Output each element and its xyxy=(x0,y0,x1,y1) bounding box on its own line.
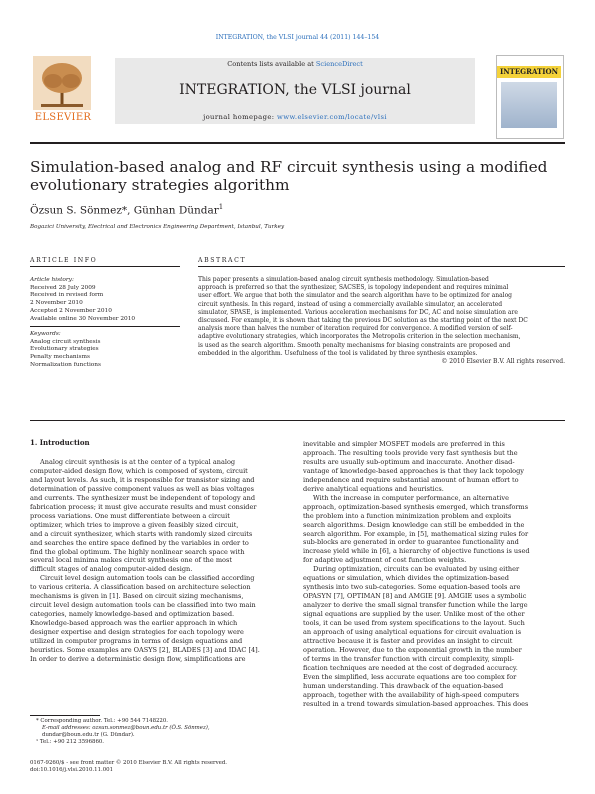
abstract-rule xyxy=(198,266,565,267)
article-info-heading: ARTICLE INFO xyxy=(30,257,98,264)
abstract-heading: ABSTRACT xyxy=(198,257,247,264)
doi-link[interactable]: doi:10.1016/j.vlsi.2010.11.001 xyxy=(30,767,113,773)
journal-homepage: journal homepage: www.elsevier.com/locate/vlsi xyxy=(203,113,387,121)
article-info-rule xyxy=(30,266,180,267)
authors: Özsun S. Sönmez*, Günhan Dündar$^1$ xyxy=(30,203,224,217)
header-rule xyxy=(30,142,565,144)
article-history: Article history: Received 28 July 2009 Received in revised form 2 November 2010 Accepted 2 November 2010 Available online 30 November 2010 xyxy=(30,277,136,322)
journal-reference[interactable]: INTEGRATION, the VLSI journal 44 (2011) 144–154 xyxy=(215,34,380,41)
paper-title: Simulation-based analog and RF circuit synthesis using a modified evolutionary strategies algorithm xyxy=(30,158,548,194)
introduction-heading: 1. Introduction xyxy=(30,438,90,447)
abstract-text: This paper presents a simulation-based analog circuit synthesis methodology. Simulation-based approach is preferred so that the synthesizer, SACSES, is topology independent and requires minimal user effort. We argue that both the simulator and the search algorithm have to be optimized for analog circuit synthesis. In this regard, instead of using a commercially available simulator, an accelerated simulator, SPASE, is implemented. Various acceleration mechanisms for DC, AC and noise simulation are discussed. For example, it is shown that taking the previous DC solution as the starting point of the next DC analysis more than halves the number of iteration required for convergence. A modified version of self- adaptive evolutionary strategies, which incorporates the Metropolis criterion in the selection mechanism, is used as the search algorithm. Smooth penalty mechanisms for biasing constraints are proposed and embedded in the algorithm. Usefulness of the tool is validated by three synthesis examples. © 2010 Elsevier B.V. All rights reserved. xyxy=(198,276,565,366)
contents-line: Contents lists available at ScienceDirect xyxy=(227,60,363,68)
left-column: Analog circuit synthesis is at the center of a typical analog computer-aided design flow, which is composed of system, circuit and layout levels. As such, it is responsible for transistor sizing and determination of passive component values as well as bias voltages and currents. The synthesizer must be independent of topology and fabrication process; it must give accurate results and must consider process variations. One must differentiate between a circuit optimizer, which tries to improve a given feasibly sized circuit, and a circuit synthesizer, which starts with randomly sized circuits and searches the entire space defined by the variables in order to find the global optimum. The highly nonlinear search space with several local minima makes circuit synthesis one of the most difficult stages of analog computer-aided design. Circuit level design automation tools can be classified according to various criteria. A classification based on architecture selection mechanisms is given in [1]. Based on circuit sizing mechanisms, circuit level design automation tools can be classified into two main categories, namely knowledge-based and optimization based. Knowledge-based approach was the earlier approach in which designer expertise and design strategies for each topology were utilized in computer programs in terms of design equations and heuristics. Some examples are OASYS [2], BLADES [3] and IDAC [4]. In order to derive a deterministic design flow, simplifications are xyxy=(30,458,260,663)
publisher-logo: ELSEVIER xyxy=(34,112,92,123)
sciencedirect-link[interactable]: ScienceDirect xyxy=(315,60,363,68)
right-column: inevitable and simpler MOSFET models are preferred in this approach. The resulting tools provide very fast synthesis but the results are usually sub-optimum and inaccurate. Another disad- vantage of knowledge-based approaches is that they lack topology independence and require substantial amount of human effort to derive analytical equations and heuristics. With the increase in computer performance, an alternative approach, optimization-based synthesis emerged, which transforms the problem into a function minimization problem and exploits search algorithms. Design knowledge can still be embedded in the search algorithm. For example, in [5], mathematical sizing rules for sub-blocks are generated in order to guarantee functionality and increase yield while in [6], a hierarchy of objective functions is used for adaptive adjustment of cost function weights. During optimization, circuits can be evaluated by using either equations or simulation, which divides the optimization-based synthesis into two sub-categories. Some equation-based tools are OPASYN [7], OPTIMAN [8] and AMGIE [9]. AMGIE uses a symbolic analyzer to derive the small signal transfer function while the large signal equations are supplied by the user. Unlike most of the other tools, it can be used from system specifications to the layout. Such an approach of using analytical equations for circuit evaluation is attractive because it is faster and provides an insight to circuit operation. However, due to the exponential growth in the number of terms in the transfer function with circuit complexity, simpli- fication techniques are needed at the cost of degraded accuracy. Even the simplified, less accurate equations are too complex for human understanding. This drawback of the equation-based approach, together with the availability of high-speed computers resulted in a trend towards simulation-based approaches. This does xyxy=(303,440,530,708)
front-matter: 0167-9260/$ - see front matter © 2010 Elsevier B.V. All rights reserved. doi:10.1016/j.vlsi.2010.11.001 xyxy=(30,760,310,774)
affiliation: Bogazici University, Electrical and Electronics Engineering Department, Istanbul, Turkey xyxy=(30,224,285,230)
journal-cover-image xyxy=(501,82,557,128)
footnotes: * Corresponding author. Tel.: +90 544 7148220. E-mail addresses: ozsun.sonmez@boun.edu.tr (Ö.S. Sönmez), dundar@boun.edu.tr (G. Dündar). ¹ Tel.: +90 212 3596860. xyxy=(36,718,210,745)
journal-title: INTEGRATION, the VLSI journal xyxy=(179,82,411,98)
keywords: Keywords: Analog circuit synthesis Evolutionary strategies Penalty mechanisms Normalization functions xyxy=(30,331,101,368)
abstract-copyright: © 2010 Elsevier B.V. All rights reserved. xyxy=(441,358,565,366)
elsevier-tree-logo xyxy=(33,56,91,110)
abstract-bottom-rule xyxy=(30,420,565,421)
journal-cover-label: INTEGRATION xyxy=(499,67,559,76)
homepage-link[interactable]: www.elsevier.com/locate/vlsi xyxy=(277,113,387,121)
